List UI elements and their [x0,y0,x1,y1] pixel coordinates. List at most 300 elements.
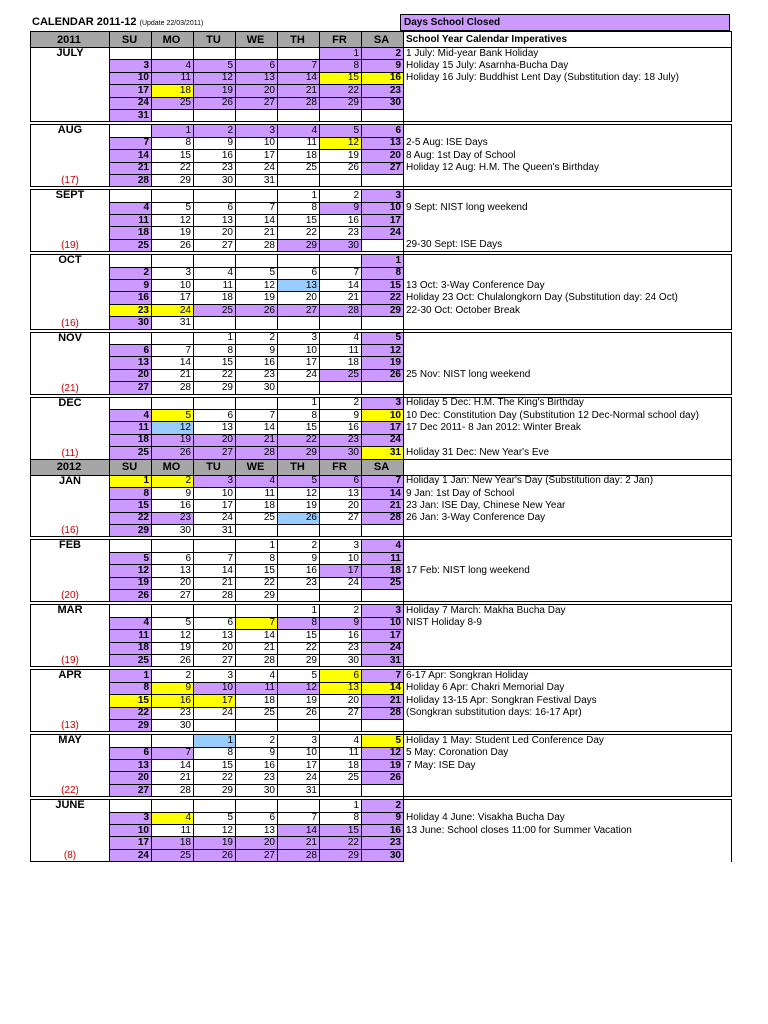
day-cell: 21 [236,642,278,654]
calendar-header [30,14,400,32]
day-cell: 14 [278,825,320,837]
day-cell [362,239,404,251]
day-cell: 14 [152,357,194,369]
month-cell-aug [31,125,110,187]
day-cell: 16 [236,760,278,772]
day-cell: 1 [194,735,236,747]
day-cell: 3 [236,125,278,137]
day-cell [278,800,320,812]
imperative-note: Holiday 13-15 Apr: Songkran Festival Days [404,695,732,707]
day-cell: 22 [320,85,362,97]
day-cell: 8 [110,682,152,694]
day-cell: 14 [236,215,278,227]
day-cell: 2 [236,735,278,747]
day-cell: 27 [194,447,236,459]
day-cell: 24 [194,512,236,524]
day-cell: 27 [320,512,362,524]
month-name: OCT [58,254,82,267]
day-cell: 16 [110,292,152,304]
imperative-note [404,174,732,186]
day-cell: 14 [278,72,320,84]
imperative-note: NIST Holiday 8-9 [404,617,732,629]
day-cell [152,332,194,344]
day-cell [194,255,236,267]
day-cell: 28 [152,784,194,796]
day-cell: 27 [236,97,278,109]
day-cell: 26 [362,369,404,381]
day-cell: 4 [362,540,404,552]
day-cell: 18 [320,357,362,369]
imperative-note: 17 Feb: NIST long weekend [404,565,732,577]
day-cell: 31 [278,784,320,796]
day-cell: 26 [278,512,320,524]
week-row [31,654,732,666]
day-cell [320,784,362,796]
day-cell: 25 [110,447,152,459]
week-row [31,357,732,369]
day-cell: 29 [152,174,194,186]
month-cell-july [31,48,110,122]
day-header-su: SU [110,32,152,48]
day-cell: 28 [236,239,278,251]
imperative-note [404,784,732,796]
week-row [31,239,732,251]
imperatives-label: School Year Calendar Imperatives [404,32,732,48]
week-row [31,267,732,279]
day-cell: 9 [236,747,278,759]
day-cell: 20 [194,642,236,654]
day-cell: 13 [236,825,278,837]
day-cell [152,800,194,812]
day-cell: 3 [194,475,236,487]
month-name: JAN [58,475,81,487]
day-cell: 22 [278,434,320,446]
day-cell: 26 [152,654,194,666]
day-cell [110,125,152,137]
day-cell: 11 [236,682,278,694]
imperative-note: 23 Jan: ISE Day, Chinese New Year [404,500,732,512]
week-row [31,48,732,60]
day-cell: 19 [110,577,152,589]
day-cell: 29 [194,382,236,394]
imperative-note: 25 Nov: NIST long weekend [404,369,732,381]
day-cell: 21 [110,162,152,174]
day-cell: 30 [320,654,362,666]
day-cell: 20 [194,227,236,239]
day-cell: 8 [194,344,236,356]
day-cell: 1 [110,475,152,487]
day-cell: 23 [278,577,320,589]
day-cell [236,525,278,537]
day-cell: 8 [110,487,152,499]
day-cell: 16 [320,630,362,642]
day-cell: 9 [110,280,152,292]
imperative-note: 26 Jan: 3-Way Conference Day [404,512,732,524]
day-cell: 27 [278,304,320,316]
day-cell: 26 [194,97,236,109]
day-cell: 8 [194,747,236,759]
imperative-note [404,344,732,356]
month-cell-dec [31,397,110,459]
imperative-note [404,654,732,666]
day-cell [152,255,194,267]
imperative-note [404,434,732,446]
week-row [31,72,732,84]
day-cell: 3 [320,540,362,552]
school-day-count: (17) [61,175,79,187]
day-cell: 3 [278,332,320,344]
week-row [31,642,732,654]
day-cell: 28 [278,97,320,109]
imperative-note [404,525,732,537]
day-cell: 9 [278,552,320,564]
day-cell: 7 [152,747,194,759]
day-cell [320,719,362,731]
day-cell [194,190,236,202]
month-name: NOV [58,332,82,344]
day-cell [152,735,194,747]
day-cell: 22 [278,227,320,239]
day-cell: 19 [320,150,362,162]
day-cell: 6 [152,552,194,564]
day-cell: 25 [110,239,152,251]
day-cell: 26 [152,239,194,251]
day-cell: 17 [320,565,362,577]
day-cell: 23 [320,227,362,239]
days-closed-label: Days School Closed [400,14,730,31]
day-cell: 16 [194,150,236,162]
day-cell: 29 [278,447,320,459]
imperative-note [404,267,732,279]
day-cell: 20 [194,434,236,446]
day-cell: 4 [110,409,152,421]
day-cell: 5 [152,617,194,629]
day-cell: 3 [362,397,404,409]
school-day-count: (8) [63,850,77,862]
day-cell: 24 [278,369,320,381]
imperative-note [404,227,732,239]
day-cell: 10 [110,825,152,837]
day-header-fr: FR [320,32,362,48]
day-cell: 15 [194,357,236,369]
day-cell: 15 [278,630,320,642]
imperative-note [404,849,732,861]
day-cell: 19 [236,292,278,304]
day-cell: 24 [110,849,152,861]
day-cell: 1 [278,190,320,202]
day-cell: 3 [110,812,152,824]
day-cell: 3 [278,735,320,747]
month-cell-jan [31,475,110,537]
day-header-mo: MO [152,32,194,48]
day-cell: 9 [152,487,194,499]
day-cell: 6 [194,409,236,421]
imperative-note: Holiday 1 May: Student Led Conference Day [404,735,732,747]
day-cell: 1 [362,255,404,267]
day-cell: 24 [320,577,362,589]
week-row [31,292,732,304]
day-header-th: TH [278,32,320,48]
day-cell [110,397,152,409]
day-cell: 18 [320,760,362,772]
day-cell: 3 [152,267,194,279]
day-cell [152,540,194,552]
day-cell [236,800,278,812]
day-header-tu: TU [194,459,236,475]
month-cell-sept [31,190,110,252]
day-cell: 25 [362,577,404,589]
day-cell: 5 [320,125,362,137]
imperative-note [404,772,732,784]
day-cell: 3 [194,670,236,682]
day-cell: 6 [278,267,320,279]
calendar-body [31,32,732,862]
school-day-count: (16) [61,525,79,537]
day-cell: 16 [362,825,404,837]
day-cell: 2 [320,605,362,617]
day-cell: 2 [320,397,362,409]
day-cell: 16 [152,500,194,512]
week-row [31,422,732,434]
day-cell: 21 [278,85,320,97]
day-cell: 28 [362,512,404,524]
imperative-note: 10 Dec: Constitution Day (Substitution 12 Dec-Normal school day) [404,409,732,421]
day-cell: 4 [320,332,362,344]
day-cell [110,332,152,344]
day-cell [320,382,362,394]
imperative-note [404,800,732,812]
month-cell-nov [31,332,110,394]
day-cell: 12 [152,215,194,227]
day-cell [278,48,320,60]
day-cell: 29 [236,590,278,602]
day-cell: 26 [236,304,278,316]
day-cell: 21 [236,227,278,239]
week-row [31,707,732,719]
day-cell: 25 [320,772,362,784]
day-cell: 27 [362,162,404,174]
week-row [31,125,732,137]
day-cell: 7 [278,812,320,824]
day-cell [110,48,152,60]
day-cell: 29 [194,784,236,796]
day-cell [278,590,320,602]
day-header-sa: SA [362,459,404,475]
day-cell: 13 [320,487,362,499]
day-cell: 7 [320,267,362,279]
day-cell: 9 [194,137,236,149]
week-row [31,837,732,849]
day-cell: 15 [110,695,152,707]
year-header-row [31,459,732,475]
day-cell: 15 [362,280,404,292]
day-cell [110,735,152,747]
week-row [31,97,732,109]
week-row [31,487,732,499]
day-cell [362,174,404,186]
day-cell [362,317,404,329]
school-day-count: (20) [61,590,79,602]
day-cell: 19 [194,85,236,97]
day-cell: 31 [362,654,404,666]
day-cell: 26 [320,162,362,174]
day-cell: 30 [152,719,194,731]
day-cell [110,540,152,552]
imperative-note [404,382,732,394]
imperative-note [404,109,732,121]
day-cell: 9 [320,202,362,214]
day-cell [236,605,278,617]
day-cell: 2 [362,800,404,812]
day-cell: 28 [152,382,194,394]
week-row [31,215,732,227]
school-day-count: (11) [61,447,79,459]
day-cell: 24 [362,434,404,446]
day-cell: 27 [110,382,152,394]
day-cell: 6 [236,60,278,72]
day-cell: 23 [236,772,278,784]
day-cell: 29 [320,849,362,861]
day-cell: 30 [194,174,236,186]
day-header-we: WE [236,459,278,475]
day-cell: 10 [194,487,236,499]
day-cell: 11 [110,630,152,642]
day-cell: 5 [194,812,236,824]
week-row [31,85,732,97]
day-cell: 3 [362,190,404,202]
imperative-note [404,642,732,654]
day-cell [194,540,236,552]
day-cell: 10 [362,617,404,629]
day-cell [320,255,362,267]
day-cell: 22 [362,292,404,304]
imperative-note: Holiday 5 Dec: H.M. The King's Birthday [404,397,732,409]
week-row [31,162,732,174]
day-cell [110,605,152,617]
day-cell: 30 [236,382,278,394]
day-cell: 7 [362,475,404,487]
day-cell [278,719,320,731]
day-cell: 9 [320,617,362,629]
day-cell: 27 [194,239,236,251]
year-header-row [31,32,732,48]
day-cell: 19 [194,837,236,849]
day-cell: 6 [320,670,362,682]
day-cell: 11 [194,280,236,292]
day-cell: 13 [362,137,404,149]
day-cell [278,174,320,186]
imperative-note: Holiday 12 Aug: H.M. The Queen's Birthday [404,162,732,174]
imperative-note: Holiday 23 Oct: Chulalongkorn Day (Substitution day: 24 Oct) [404,292,732,304]
day-header-we: WE [236,32,278,48]
day-cell: 22 [110,707,152,719]
imperative-note: 29-30 Sept: ISE Days [404,239,732,251]
day-cell: 17 [110,837,152,849]
day-cell: 29 [278,654,320,666]
day-cell: 1 [320,800,362,812]
week-row [31,304,732,316]
day-cell: 15 [194,760,236,772]
day-cell: 30 [110,317,152,329]
day-cell: 5 [152,409,194,421]
day-cell: 25 [236,707,278,719]
day-cell: 18 [152,85,194,97]
day-cell: 28 [194,590,236,602]
day-cell: 17 [362,422,404,434]
day-cell: 5 [194,60,236,72]
day-cell: 25 [320,369,362,381]
imperative-note: Holiday 16 July: Buddhist Lent Day (Substitution day: 18 July) [404,72,732,84]
day-cell: 9 [320,409,362,421]
day-cell: 14 [236,630,278,642]
day-cell: 6 [110,747,152,759]
day-cell: 10 [194,682,236,694]
day-cell: 31 [236,174,278,186]
day-cell: 2 [320,190,362,202]
day-cell: 5 [110,552,152,564]
day-cell [278,109,320,121]
school-day-count: (16) [61,317,79,329]
week-row [31,202,732,214]
school-day-count: (19) [61,240,79,252]
week-row [31,630,732,642]
day-cell: 10 [236,137,278,149]
day-cell: 20 [320,500,362,512]
day-cell: 2 [110,267,152,279]
day-cell: 22 [194,772,236,784]
day-cell: 3 [110,60,152,72]
imperative-note [404,255,732,267]
day-cell: 12 [362,747,404,759]
day-cell: 29 [110,525,152,537]
day-cell: 2 [362,48,404,60]
month-name: JULY [56,47,84,59]
month-name: AUG [57,124,83,137]
month-cell-oct [31,255,110,329]
day-cell: 9 [236,344,278,356]
day-cell: 11 [320,747,362,759]
day-cell: 5 [362,332,404,344]
day-cell: 28 [236,654,278,666]
day-header-tu: TU [194,32,236,48]
week-row [31,255,732,267]
day-cell: 25 [152,97,194,109]
week-row [31,670,732,682]
day-cell [278,317,320,329]
day-cell [236,190,278,202]
day-cell: 5 [152,202,194,214]
week-row [31,735,732,747]
day-cell: 21 [236,434,278,446]
day-cell: 5 [236,267,278,279]
day-cell: 14 [362,682,404,694]
day-cell: 13 [110,357,152,369]
day-cell: 30 [362,849,404,861]
day-header-sa: SA [362,32,404,48]
day-cell: 6 [194,202,236,214]
day-cell [236,255,278,267]
day-cell: 26 [194,849,236,861]
day-cell: 2 [152,670,194,682]
day-cell: 21 [152,772,194,784]
day-cell [278,382,320,394]
month-name: JUNE [55,799,85,812]
week-row [31,447,732,459]
day-cell: 20 [320,695,362,707]
day-cell: 8 [320,60,362,72]
day-cell: 13 [194,422,236,434]
school-day-count: (19) [61,655,79,667]
